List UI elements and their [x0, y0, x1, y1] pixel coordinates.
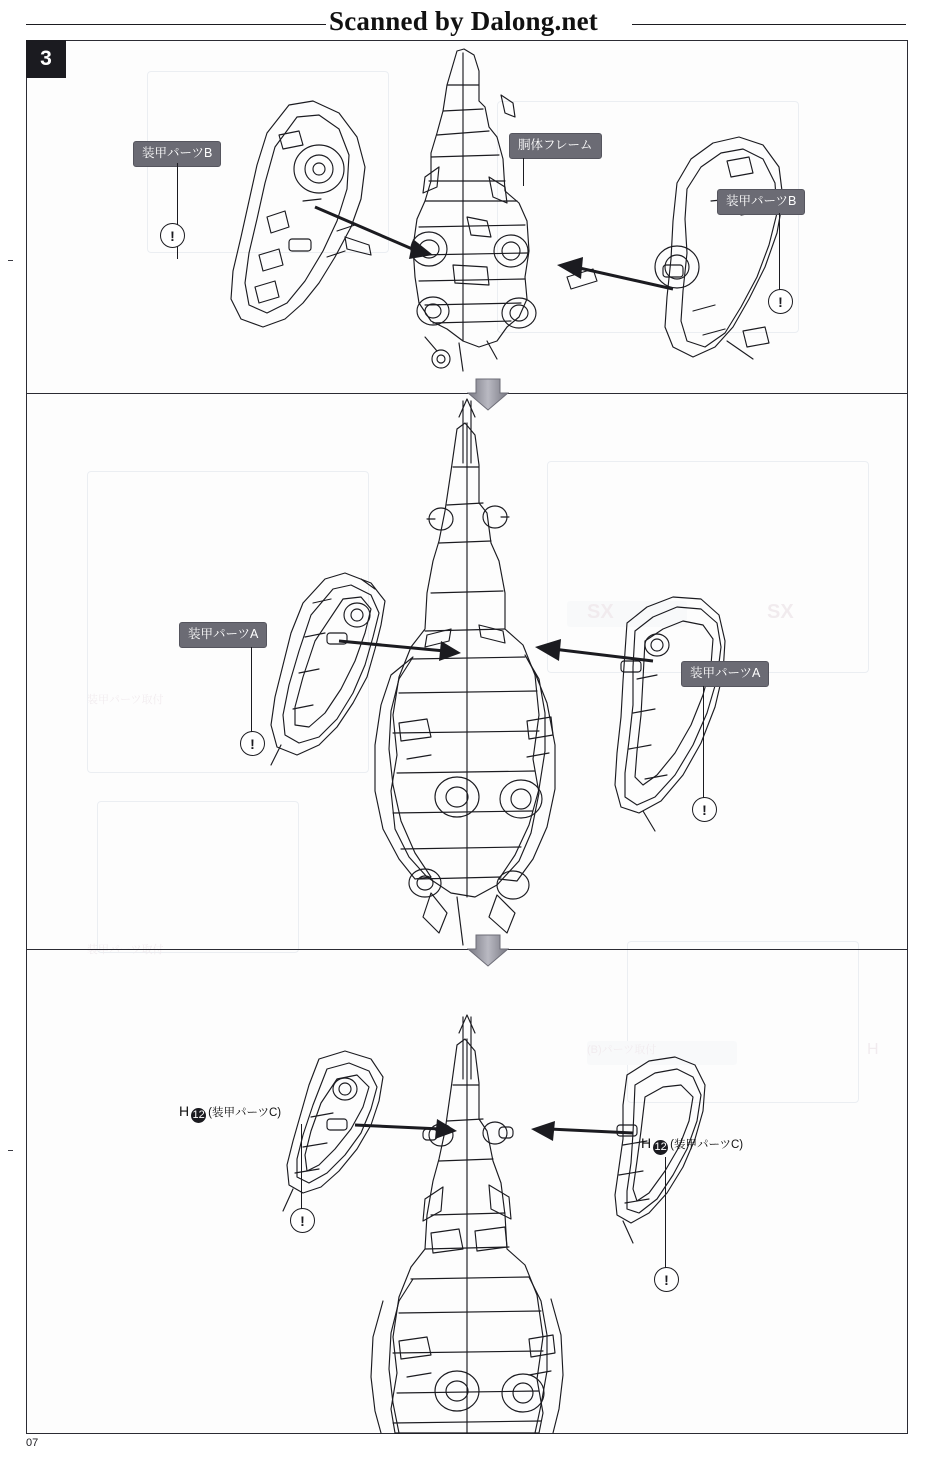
watermark-rule-right — [632, 24, 906, 25]
warning-icon-b-left: ! — [160, 223, 185, 248]
artwork-step-top — [27, 41, 907, 393]
label-armor-part-c-left — [179, 1104, 281, 1123]
leader-line-a-right — [703, 686, 704, 806]
part-name-right: (装甲パーツC) — [670, 1139, 744, 1151]
label-armor-part-b-left: 装甲パーツB — [133, 141, 221, 167]
assembly-arrow-left-2 — [337, 629, 467, 663]
artwork-step-middle — [27, 393, 907, 949]
warning-icon-c-left: ! — [290, 1208, 315, 1233]
step-number: 3 — [40, 47, 52, 70]
instruction-page — [26, 40, 908, 1434]
watermark-rule-left — [26, 24, 326, 25]
assembly-arrow-right-1 — [547, 251, 677, 301]
runner-letter-left: H — [179, 1103, 190, 1119]
leader-line-torso — [523, 158, 524, 186]
runner-letter-right: H — [641, 1135, 652, 1151]
label-torso-frame: 胴体フレーム — [509, 133, 602, 159]
assembly-arrow-right-3 — [527, 1117, 637, 1147]
label-armor-part-a-left: 装甲パーツA — [179, 622, 267, 648]
part-name-left: (装甲パーツC) — [208, 1107, 282, 1119]
warning-icon-a-right: ! — [692, 797, 717, 822]
assembly-arrow-right-2 — [527, 635, 657, 669]
artwork-step-bottom — [27, 949, 907, 1433]
assembly-arrow-left-3 — [353, 1113, 463, 1143]
assembly-arrow-left-1 — [313, 203, 443, 273]
edge-tick-1 — [8, 260, 13, 261]
label-armor-part-b-right: 装甲パーツB — [717, 189, 805, 215]
page-folio: 07 — [26, 1437, 39, 1449]
leader-line-c-right — [665, 1157, 666, 1275]
warning-icon-a-left: ! — [240, 731, 265, 756]
runner-number-left: 12 — [192, 1109, 205, 1121]
watermark-text: Scanned by Dalong.net — [328, 6, 598, 36]
label-armor-part-c-right — [641, 1136, 743, 1155]
warning-icon-c-right: ! — [654, 1267, 679, 1292]
page-bleed-through: SX SX (B)パーツ取付 H 装甲パーツ取付 装甲パーツ取付 — [27, 41, 907, 1433]
warning-icon-b-right: ! — [768, 289, 793, 314]
runner-number-right: 12 — [654, 1141, 667, 1153]
edge-tick-2 — [8, 1150, 13, 1151]
watermark-header — [0, 6, 927, 44]
label-armor-part-a-right: 装甲パーツA — [681, 661, 769, 687]
